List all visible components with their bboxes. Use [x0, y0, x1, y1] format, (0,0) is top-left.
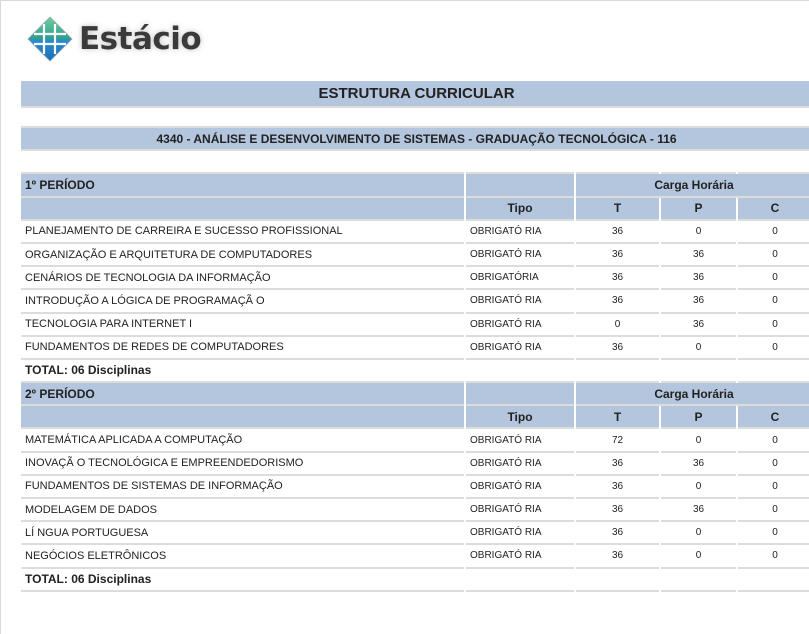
- hours-p: 0: [661, 476, 736, 499]
- col-t: T: [576, 406, 659, 429]
- hours-c: 0: [738, 290, 809, 313]
- total-label: TOTAL: 06 Disciplinas: [21, 569, 464, 592]
- estacio-logo: [27, 11, 201, 67]
- workload-group-header: Carga Horária: [576, 383, 809, 406]
- hours-p: 0: [661, 429, 736, 452]
- hours-p: 0: [661, 545, 736, 568]
- hours-t: 36: [576, 499, 659, 522]
- table-row: [21, 429, 809, 452]
- table-row: [21, 476, 809, 499]
- hours-t: 36: [576, 221, 659, 244]
- course-type: OBRIGATÓ RIA: [466, 453, 574, 476]
- hours-t: 0: [576, 314, 659, 337]
- total-row: [21, 569, 809, 592]
- column-header-row: [21, 198, 809, 221]
- col-tipo: Tipo: [466, 198, 574, 221]
- hours-p: 36: [661, 244, 736, 267]
- course-name: INTRODUÇÃO A LÓGICA DE PROGRAMAÇÃ O: [21, 290, 464, 313]
- period-header-row: [21, 383, 809, 406]
- course-type: OBRIGATÓ RIA: [466, 314, 574, 337]
- course-name: FUNDAMENTOS DE SISTEMAS DE INFORMAÇÃO: [21, 476, 464, 499]
- hours-p: 36: [661, 499, 736, 522]
- hours-t: 36: [576, 522, 659, 545]
- total-label: TOTAL: 06 Disciplinas: [21, 360, 464, 383]
- hours-c: 0: [738, 429, 809, 452]
- total-row: [21, 360, 809, 383]
- col-t: T: [576, 198, 659, 221]
- table-row: [21, 244, 809, 267]
- hours-t: 36: [576, 290, 659, 313]
- hours-t: 36: [576, 476, 659, 499]
- hours-c: 0: [738, 221, 809, 244]
- col-tipo: Tipo: [466, 406, 574, 429]
- page-title: ESTRUTURA CURRICULAR: [21, 81, 809, 108]
- hours-t: 36: [576, 453, 659, 476]
- table-row: [21, 522, 809, 545]
- table-row: [21, 290, 809, 313]
- hours-c: 0: [738, 499, 809, 522]
- hours-p: 0: [661, 221, 736, 244]
- page-title-row: [21, 81, 809, 108]
- hours-p: 36: [661, 314, 736, 337]
- course-name: FUNDAMENTOS DE REDES DE COMPUTADORES: [21, 337, 464, 360]
- course-name: INOVAÇÃ O TECNOLÓGICA E EMPREENDEDORISMO: [21, 453, 464, 476]
- hours-t: 36: [576, 267, 659, 290]
- hours-c: 0: [738, 244, 809, 267]
- estacio-diamond-logo-icon: [27, 16, 73, 62]
- course-type: OBRIGATÓRIA: [466, 267, 574, 290]
- course-title-row: [21, 128, 809, 151]
- course-type: OBRIGATÓ RIA: [466, 221, 574, 244]
- col-p: P: [661, 406, 736, 429]
- course-type: OBRIGATÓ RIA: [466, 244, 574, 267]
- hours-c: 0: [738, 267, 809, 290]
- table-row: [21, 267, 809, 290]
- course-title: 4340 - ANÁLISE E DESENVOLVIMENTO DE SISTEMAS - GRADUAÇÃO TECNOLÓGICA - 116: [21, 128, 809, 151]
- hours-p: 36: [661, 267, 736, 290]
- table-row: [21, 453, 809, 476]
- course-type: OBRIGATÓ RIA: [466, 522, 574, 545]
- course-type: OBRIGATÓ RIA: [466, 499, 574, 522]
- spacer-row: [21, 108, 809, 128]
- col-p: P: [661, 198, 736, 221]
- workload-group-header: Carga Horária: [576, 174, 809, 197]
- hours-p: 0: [661, 522, 736, 545]
- table-row: [21, 314, 809, 337]
- curriculum-table: [19, 81, 809, 592]
- logo-text: Estácio: [79, 21, 202, 57]
- course-name: ORGANIZAÇÃO E ARQUITETURA DE COMPUTADORES: [21, 244, 464, 267]
- col-c: C: [738, 406, 809, 429]
- hours-c: 0: [738, 522, 809, 545]
- course-type: OBRIGATÓ RIA: [466, 476, 574, 499]
- hours-c: 0: [738, 545, 809, 568]
- hours-t: 36: [576, 545, 659, 568]
- hours-t: 72: [576, 429, 659, 452]
- period-header-row: [21, 174, 809, 197]
- hours-c: 0: [738, 314, 809, 337]
- table-row: [21, 337, 809, 360]
- column-header-row: [21, 406, 809, 429]
- course-type: OBRIGATÓ RIA: [466, 545, 574, 568]
- course-type: OBRIGATÓ RIA: [466, 429, 574, 452]
- table-row: [21, 499, 809, 522]
- period-label: 1º PERÍODO: [21, 174, 464, 197]
- course-type: OBRIGATÓ RIA: [466, 337, 574, 360]
- period-label: 2º PERÍODO: [21, 383, 464, 406]
- course-name: CENÁRIOS DE TECNOLOGIA DA INFORMAÇÃO: [21, 267, 464, 290]
- table-row: [21, 221, 809, 244]
- course-name: LÍ NGUA PORTUGUESA: [21, 522, 464, 545]
- table-row: [21, 545, 809, 568]
- course-name: MATEMÁTICA APLICADA A COMPUTAÇÃO: [21, 429, 464, 452]
- hours-p: 36: [661, 453, 736, 476]
- hours-t: 36: [576, 244, 659, 267]
- course-name: MODELAGEM DE DADOS: [21, 499, 464, 522]
- spacer-row: [21, 151, 809, 174]
- hours-c: 0: [738, 453, 809, 476]
- col-c: C: [738, 198, 809, 221]
- hours-p: 0: [661, 337, 736, 360]
- hours-t: 36: [576, 337, 659, 360]
- hours-c: 0: [738, 476, 809, 499]
- course-type: OBRIGATÓ RIA: [466, 290, 574, 313]
- hours-p: 36: [661, 290, 736, 313]
- hours-c: 0: [738, 337, 809, 360]
- course-name: TECNOLOGIA PARA INTERNET I: [21, 314, 464, 337]
- course-name: NEGÓCIOS ELETRÔNICOS: [21, 545, 464, 568]
- course-name: PLANEJAMENTO DE CARREIRA E SUCESSO PROFISSIONAL: [21, 221, 464, 244]
